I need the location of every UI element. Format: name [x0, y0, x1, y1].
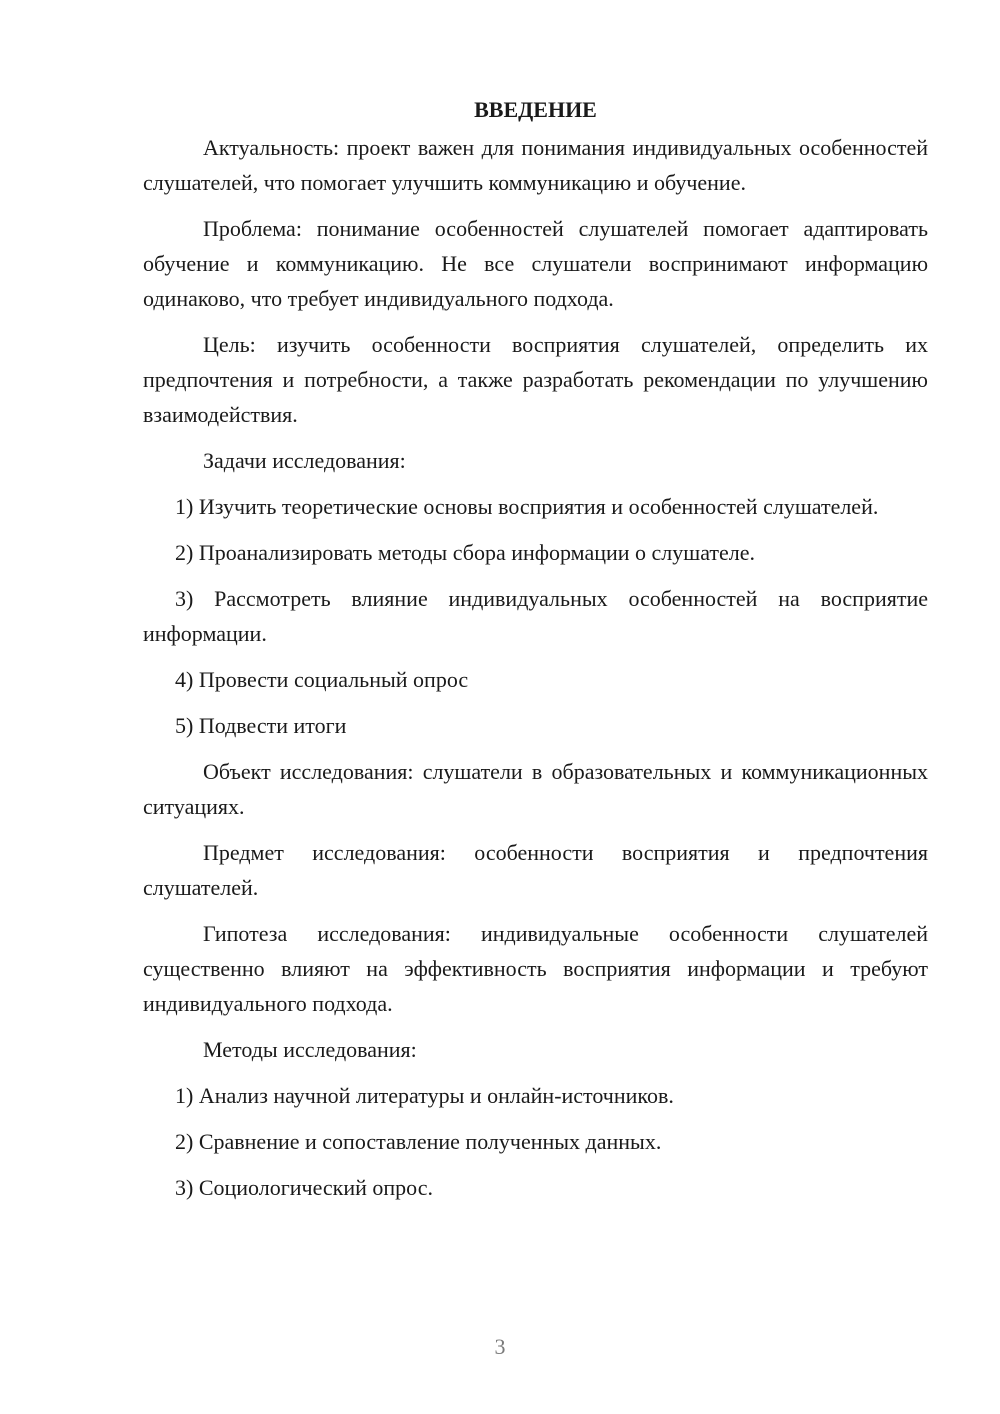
tasks-heading: Задачи исследования: [203, 448, 406, 473]
method-item: 3) Социологический опрос. [175, 1175, 433, 1200]
page-number: 3 [494, 1334, 506, 1359]
methods-heading: Методы исследования: [203, 1037, 417, 1062]
task-item: 1) Изучить теоретические основы восприятия и особенностей слушателей. [175, 494, 879, 519]
task-item: 5) Подвести итоги [175, 713, 347, 738]
page-title: ВВЕДЕНИЕ [474, 97, 597, 122]
task-item: 2) Проанализировать методы сбора информации о слушателе. [175, 540, 756, 565]
task-item: 4) Провести социальный опрос [175, 667, 469, 692]
method-item: 2) Сравнение и сопоставление полученных данных. [175, 1129, 662, 1154]
subject-paragraph: Предмет исследования: особенности восприятия и предпочтения слушателей. [143, 840, 928, 900]
object-paragraph: Объект исследования: слушатели в образовательных и коммуникационных ситуациях. [143, 759, 928, 819]
task-item: 3) Рассмотреть влияние индивидуальных особенностей на восприятие информации. [143, 586, 928, 646]
hypothesis-paragraph: Гипотеза исследования: индивидуальные особенности слушателей существенно влияют на эффективность восприятия информации и требуют индивидуального подхода. [143, 921, 928, 1016]
goal-paragraph: Цель: изучить особенности восприятия слушателей, определить их предпочтения и потребности, а также разработать рекомендации по улучшению взаимодействия. [143, 332, 928, 427]
problem-paragraph: Проблема: понимание особенностей слушателей помогает адаптировать обучение и коммуникацию. Не все слушатели воспринимают информацию одинаково, что требует индивидуального подхода. [143, 216, 928, 311]
relevance-paragraph: Актуальность: проект важен для понимания индивидуальных особенностей слушателей, что помогает улучшить коммуникацию и обучение. [143, 135, 928, 195]
method-item: 1) Анализ научной литературы и онлайн-источников. [175, 1083, 674, 1108]
